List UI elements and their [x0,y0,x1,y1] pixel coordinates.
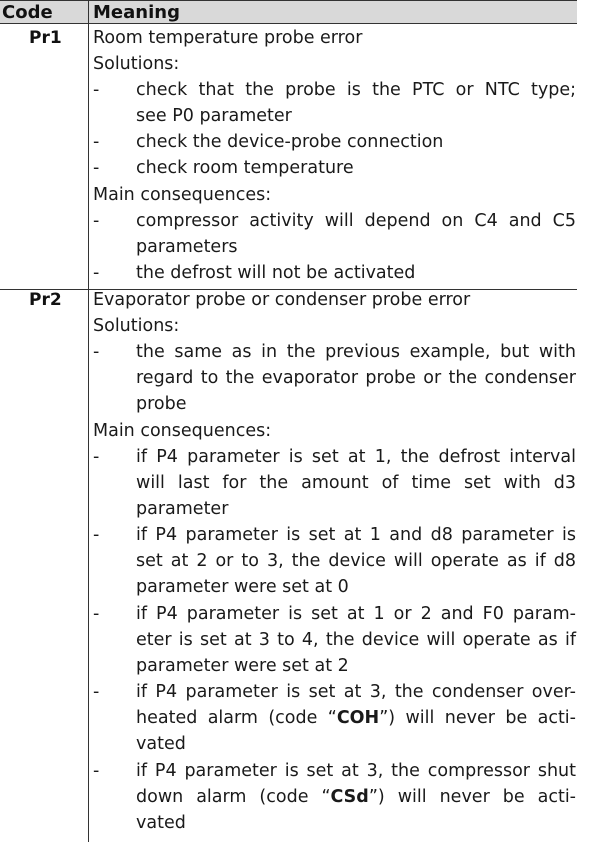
consequences-label: Main consequences: [93,421,272,441]
item-line: the same as in the previous example, but with [136,342,576,362]
bullet-dash: - [93,525,100,545]
item-line: parameter were set at 2 [136,656,349,676]
item-line: parameter [136,499,229,519]
bullet-dash: - [93,447,100,467]
item-line: if P4 parameter is set at 3, the compressor shut [136,761,576,781]
item-line-rich: heated alarm (code “COH”) will never be acti- [136,708,576,728]
bullet-dash: - [93,80,100,100]
item-line: eter is set at 3 to 4, the device will operate as if [136,630,576,650]
bullet-dash: - [93,211,100,231]
consequences-label: Main consequences: [93,185,272,205]
item-line: regard to the evaporator probe or the condenser [136,368,576,388]
item-line: compressor activity will depend on C4 and C5 [136,211,576,231]
item-line: parameter were set at 0 [136,577,349,597]
item-line: if P4 parameter is set at 1, the defrost interval [136,447,576,467]
item-line: if P4 parameter is set at 3, the condenser over- [136,682,576,702]
item-line: vated [136,813,186,833]
error-title: Evaporator probe or condenser probe error [93,290,471,310]
code-cell: Pr1 [29,28,62,48]
item-line: if P4 parameter is set at 1 or 2 and F0 param- [136,604,576,624]
code-cell: Pr2 [29,290,62,310]
item-line: check room temperature [136,158,354,178]
bullet-dash: - [93,604,100,624]
item-line: parameters [136,237,238,257]
bullet-dash: - [93,342,100,362]
bullet-dash: - [93,682,100,702]
bullet-dash: - [93,263,100,283]
alarm-code: CSd [330,787,369,807]
item-line-rich: down alarm (code “CSd”) will never be acti- [136,787,576,807]
item-line: see P0 parameter [136,106,292,126]
item-line: vated [136,734,186,754]
item-line: the defrost will not be activated [136,263,416,283]
item-line: will last for the amount of time set with d3 [136,473,576,493]
bullet-dash: - [93,158,100,178]
bullet-dash: - [93,761,100,781]
item-line: check the device-probe connection [136,132,444,152]
solutions-label: Solutions: [93,54,180,74]
error-title: Room temperature probe error [93,28,363,48]
item-line: set at 2 or to 3, the device will operate as if d8 [136,551,576,571]
solutions-label: Solutions: [93,316,180,336]
table-header [0,0,577,24]
item-line: probe [136,394,187,414]
column-divider [88,0,89,842]
bullet-dash: - [93,132,100,152]
header-code: Code [2,2,53,23]
header-meaning: Meaning [93,2,180,23]
alarm-code: COH [336,708,380,728]
item-line: check that the probe is the PTC or NTC type; [136,80,576,100]
item-line: if P4 parameter is set at 1 and d8 parameter is [136,525,576,545]
